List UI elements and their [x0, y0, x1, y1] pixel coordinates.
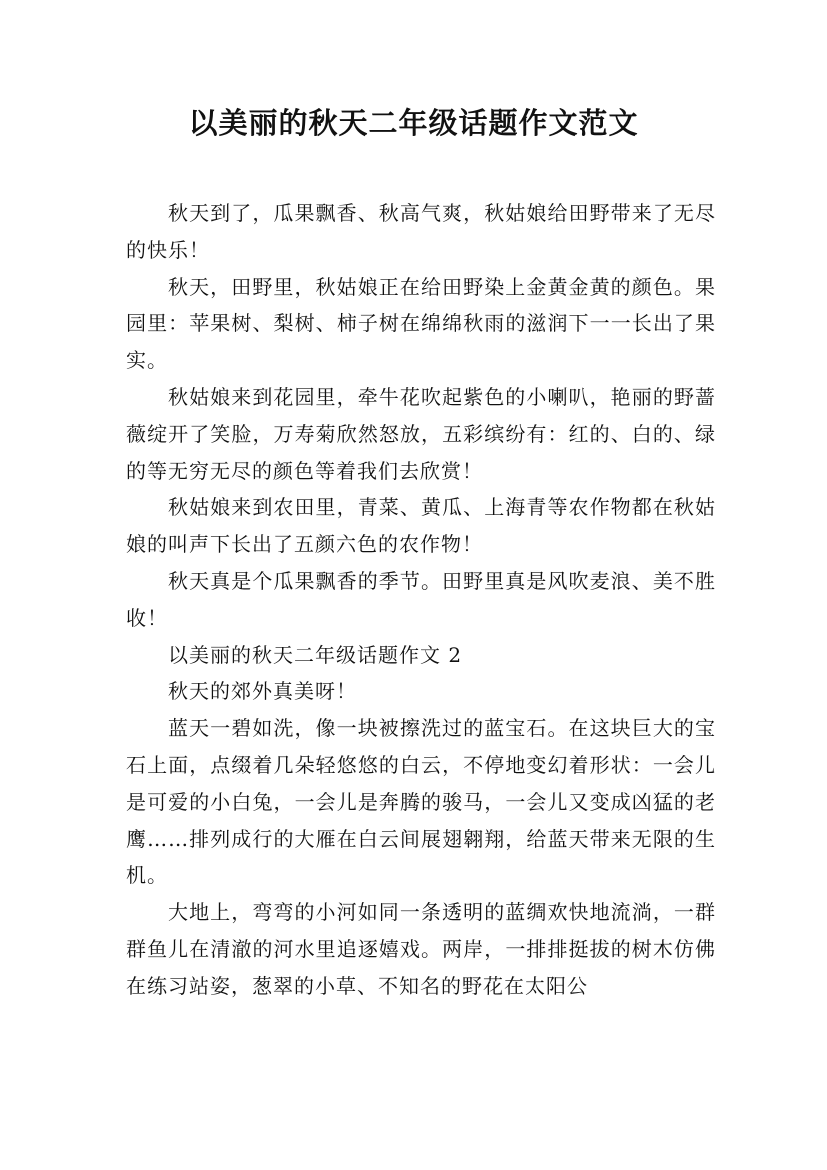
section-heading: 以美丽的秋天二年级话题作文 2 [168, 642, 463, 667]
paragraph: 蓝天一碧如洗，像一块被擦洗过的蓝宝石。在这块巨大的宝石上面，点缀着几朵轻悠悠的白云，不停地变幻着形状：一会儿是可爱的小白兔，一会儿是奔腾的骏马，一会儿又变成凶猛的老鹰……排列成行的大雁在白云间展翅翱翔，给蓝天带来无限的生机。 [126, 716, 716, 888]
paragraph: 大地上，弯弯的小河如同一条透明的蓝绸欢快地流淌，一群群鱼儿在清澈的河水里追逐嬉戏。两岸，一排排挺拔的树木仿佛在练习站姿，葱翠的小草、不知名的野花在太阳公 [126, 900, 716, 998]
document-body [126, 195, 716, 1005]
paragraph: 秋天真是个瓜果飘香的季节。田野里真是风吹麦浪、美不胜收！ [126, 568, 716, 630]
paragraph: 秋姑娘来到农田里，青菜、黄瓜、上海青等农作物都在秋姑娘的叫声下长出了五颜六色的农作物！ [126, 495, 716, 557]
paragraph: 秋姑娘来到花园里，牵牛花吹起紫色的小喇叭，艳丽的野蔷薇绽开了笑脸，万寿菊欣然怒放，五彩缤纷有：红的、白的、绿的等无穷无尽的颜色等着我们去欣赏！ [126, 384, 716, 483]
paragraph: 秋天，田野里，秋姑娘正在给田野染上金黄金黄的颜色。果园里：苹果树、梨树、柿子树在绵绵秋雨的滋润下一一长出了果实。 [126, 274, 716, 373]
document-title: 以美丽的秋天二年级话题作文范文 [188, 106, 639, 140]
paragraph: 秋天到了，瓜果飘香、秋高气爽，秋姑娘给田野带来了无尽的快乐！ [126, 201, 716, 262]
paragraph: 秋天的郊外真美呀！ [168, 679, 357, 704]
